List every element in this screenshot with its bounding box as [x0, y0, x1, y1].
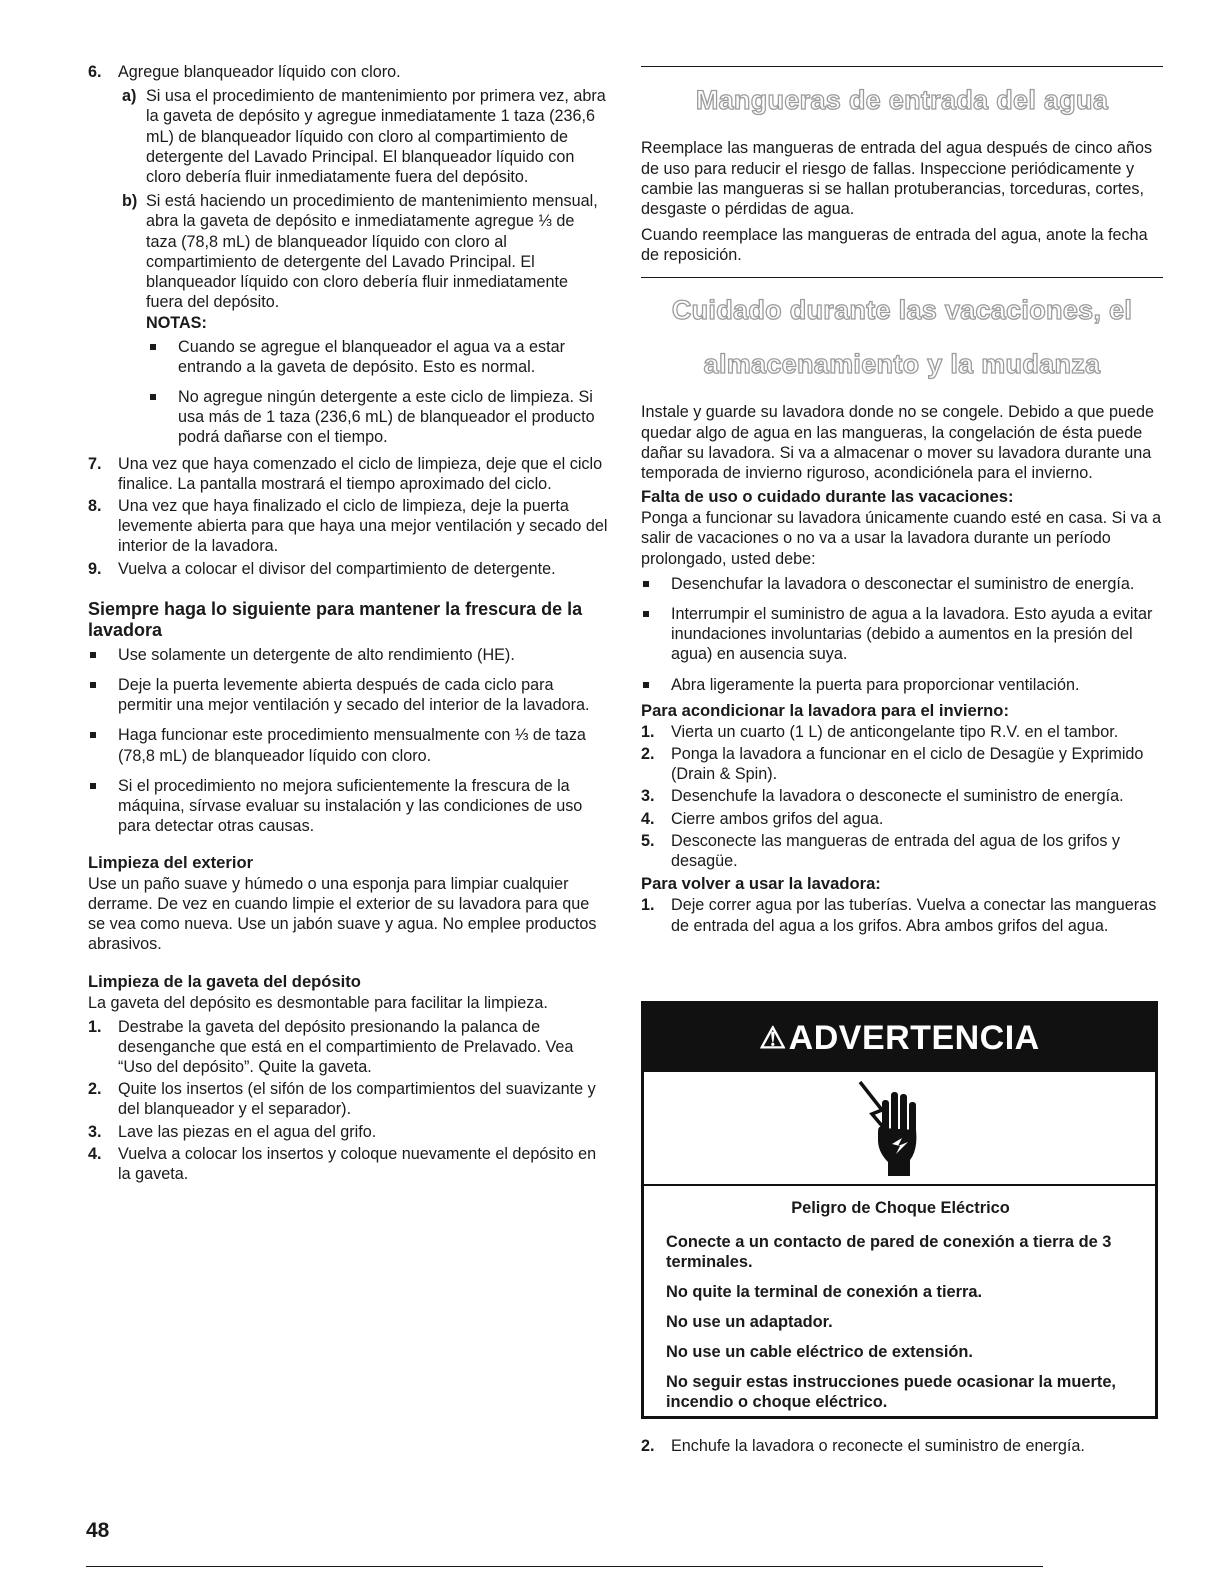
step-number: 4. — [641, 809, 655, 828]
vacation-title-line-1: Cuidado durante las vacaciones, el — [671, 294, 1133, 325]
list-item — [88, 675, 608, 715]
step-text: Enchufe la lavadora o reconecte el suministro de energía. — [671, 1437, 1085, 1455]
bullet-icon — [90, 682, 96, 688]
step-number: 7. — [88, 454, 102, 473]
step-text: Lave las piezas en el agua del grifo. — [118, 1122, 377, 1141]
warning-header — [644, 1004, 1155, 1072]
substep-b — [118, 191, 608, 447]
step-text: Una vez que haya finalizado el ciclo de limpieza, deje la puerta levemente abierta para que haya una mejor ventilación y secado del interior de la lavadora. — [118, 497, 608, 556]
nonuse-text: Ponga a funcionar su lavadora únicamente cuando esté en casa. Si va a salir de vacaciones o no va a usar la lavadora durante un período prolongado, usted debe: — [641, 509, 1162, 568]
bullet-icon — [643, 611, 649, 617]
step-number: 6. — [88, 63, 102, 81]
vacation-title-line-2: almacenamiento y la mudanza — [703, 349, 1101, 380]
fresh-heading: Siempre haga lo siguiente para mantener la frescura de la lavadora — [88, 598, 583, 640]
bullet-text: Cuando se agregue el blanqueador el agua va a estar entrando a la gaveta de depósito. Esto es normal. — [178, 337, 565, 376]
list-item — [641, 675, 1163, 695]
list-item — [88, 645, 608, 665]
bullet-icon — [643, 682, 649, 688]
warning-title: ADVERTENCIA — [788, 1018, 1040, 1057]
bullet-text: Interrumpir el suministro de agua a la lavadora. Esto ayuda a evitar inundaciones involuntarias (debido a aumentos en la presión del agua) en ausencia suya. — [671, 605, 1153, 664]
steps-7-9 — [88, 454, 608, 579]
step-number: 2. — [88, 1080, 102, 1099]
bullet-text: Si el procedimiento no mejora suficientemente la frescura de la máquina, sírvase evaluar su instalación y las condiciones de uso para detectar otras causas. — [118, 776, 583, 836]
warning-line: No use un adaptador. — [666, 1313, 833, 1331]
hoses-title: Mangueras de entrada del agua — [695, 85, 1109, 115]
step-9 — [88, 559, 608, 579]
substep-letter: b) — [122, 192, 138, 211]
step-text: Una vez que haya comenzado el ciclo de limpieza, deje que el ciclo finalice. La pantalla mostrará el tiempo aproximado del ciclo. — [118, 454, 603, 493]
hazard-title: Peligro de Choque Eléctrico — [791, 1199, 1010, 1217]
section-divider — [641, 66, 1163, 67]
step-number: 5. — [641, 831, 655, 850]
winter-steps — [641, 722, 1163, 871]
vacation-paragraph: Instale y guarde su lavadora donde no se congele. Debido a que puede quedar algo de agua en las mangueras, la congelación de ésta puede dañar su lavadora. Si va a almacenar o mover su lavadora durante una temporada de invierno riguroso, acondiciónela para el invierno. — [641, 403, 1154, 483]
winter-step-5 — [641, 831, 1163, 871]
bullet-text: No agregue ningún detergente a este ciclo de limpieza. Si usa más de 1 taza (236,6 mL) de blanqueador el producto podrá dañarse con el tiempo. — [178, 388, 595, 447]
page-number: 48 — [86, 1519, 110, 1542]
list-item — [641, 574, 1163, 594]
list-item — [641, 604, 1163, 665]
winter-step-4 — [641, 809, 1163, 829]
drawer-step-2 — [88, 1079, 608, 1119]
warning-line: No quite la terminal de conexión a tierra. — [666, 1283, 983, 1301]
warning-triangle-icon: ⚠ — [759, 1021, 787, 1055]
step-number: 3. — [88, 1122, 102, 1141]
left-column — [88, 62, 608, 1186]
right-column — [641, 62, 1163, 938]
step-text: Vuelva a colocar los insertos y coloque nuevamente el depósito en la gaveta. — [118, 1144, 597, 1183]
bullet-text: Abra ligeramente la puerta para proporcionar ventilación. — [671, 675, 1080, 694]
substep-text: Si usa el procedimiento de mantenimiento por primera vez, abra la gaveta de depósito y agregue inmediatamente 1 taza (236,6 mL) de blanqueador líquido con cloro al compartimiento de detergente del Lavado Principal. El blanqueador líquido con cloro debería fluir inmediatamente fuera del depósito. — [146, 87, 606, 187]
bullet-icon — [90, 732, 96, 738]
step-number: 1. — [641, 722, 655, 741]
step-text: Quite los insertos (el sifón de los compartimientos del suavizante y del blanqueador y el separador). — [118, 1080, 596, 1119]
drawer-step-1 — [88, 1017, 608, 1078]
after-warning-step — [641, 1436, 1163, 1459]
drawer-heading: Limpieza de la gaveta del depósito — [88, 972, 361, 992]
drawer-intro: La gaveta del depósito es desmontable para facilitar la limpieza. — [88, 994, 548, 1013]
hoses-paragraph-1: Reemplace las mangueras de entrada del agua después de cinco años de uso para reducir el riesgo de fallas. Inspeccione periódicamente y cambie las mangueras si se hallan protuberancias, torceduras, cortes, desgaste o pérdidas de agua. — [641, 139, 1153, 219]
warning-text — [644, 1186, 1155, 1412]
fresh-bullets — [88, 645, 608, 837]
step-text: Destrabe la gaveta del depósito presionando la palanca de desenganche que está en el compartimiento de Prelavado. Vea “Uso del depósito”. Quite la gaveta. — [118, 1017, 574, 1076]
substep-a — [118, 86, 608, 187]
bullet-icon — [150, 344, 156, 350]
step-6 — [88, 62, 608, 448]
substep-text: Si está haciendo un procedimiento de mantenimiento mensual, abra la gaveta de depósito e inmediatamente agregue ⅓ de taza (78,8 mL) de blanqueador líquido con cloro al compartimiento de detergente del Lavado Principal. El blanqueador líquido con cloro debería fluir inmediatamente fuera del depósito. — [146, 192, 598, 312]
step-text: Cierre ambos grifos del agua. — [671, 809, 884, 828]
step-text: Desconecte las mangueras de entrada del agua de los grifos y desagüe. — [671, 831, 1121, 871]
exterior-heading: Limpieza del exterior — [88, 852, 254, 872]
section-divider — [641, 277, 1163, 278]
step-number: 1. — [88, 1017, 102, 1036]
warning-line: No seguir estas instrucciones puede ocasionar la muerte, incendio o choque eléctrico. — [666, 1373, 1116, 1411]
bullet-icon — [90, 652, 96, 658]
list-item — [146, 387, 608, 448]
reuse-step-2 — [641, 1436, 1163, 1456]
step-text: Vuelva a colocar el divisor del compartimiento de detergente. — [118, 559, 556, 578]
list-item — [146, 337, 608, 377]
step-7 — [88, 454, 608, 494]
reuse-steps — [641, 895, 1163, 935]
step-number: 2. — [641, 745, 655, 764]
bullet-text: Use solamente un detergente de alto rendimiento (HE). — [118, 645, 515, 664]
warning-box — [641, 1001, 1158, 1419]
hoses-paragraph-2: Cuando reemplace las mangueras de entrada del agua, anote la fecha de reposición. — [641, 226, 1148, 265]
nonuse-bullets — [641, 574, 1163, 695]
step-number: 2. — [641, 1437, 655, 1455]
step-number: 4. — [88, 1144, 102, 1163]
bullet-icon — [643, 581, 649, 587]
step-number: 8. — [88, 497, 102, 516]
winter-heading: Para acondicionar la lavadora para el invierno: — [641, 700, 1009, 720]
bullet-icon — [150, 394, 156, 400]
step-number: 9. — [88, 559, 102, 578]
step-text: Deje correr agua por las tuberías. Vuelva a conectar las mangueras de entrada del agua a los grifos. Abra ambos grifos del agua. — [671, 896, 1157, 935]
bullet-text: Deje la puerta levemente abierta después de cada ciclo para permitir una mejor ventilación y secado del interior de la lavadora. — [118, 676, 590, 715]
warning-line: No use un cable eléctrico de extensión. — [666, 1343, 973, 1361]
bullet-text: Desenchufar la lavadora o desconectar el suministro de energía. — [671, 574, 1135, 593]
bullet-text: Haga funcionar este procedimiento mensualmente con ⅓ de taza (78,8 mL) de blanqueador líquido con cloro. — [118, 726, 586, 765]
drawer-step-3 — [88, 1122, 608, 1142]
reuse-step-1 — [641, 895, 1163, 935]
warning-line: Conecte a un contacto de pared de conexión a tierra de 3 terminales. — [666, 1233, 1112, 1271]
drawer-step-4 — [88, 1144, 608, 1184]
winter-step-1 — [641, 722, 1163, 742]
step-8 — [88, 496, 608, 557]
drawer-steps — [88, 1017, 608, 1185]
notes-label: NOTAS: — [146, 314, 207, 333]
step-text: Desenchufe la lavadora o desconecte el suministro de energía. — [671, 787, 1124, 806]
nonuse-heading: Falta de uso o cuidado durante las vacaciones: — [641, 487, 1014, 507]
step-number: 3. — [641, 787, 655, 806]
notes-list — [146, 337, 608, 448]
footer-rule — [86, 1566, 1043, 1567]
bullet-icon — [90, 783, 96, 789]
list-item — [88, 725, 608, 765]
reuse-heading: Para volver a usar la lavadora: — [641, 874, 881, 894]
step-text: Vierta un cuarto (1 L) de anticongelante tipo R.V. en el tambor. — [671, 722, 1119, 741]
electric-shock-hand-icon — [644, 1072, 1155, 1184]
step-number: 1. — [641, 896, 655, 915]
winter-step-2 — [641, 744, 1163, 784]
exterior-text: Use un paño suave y húmedo o una esponja para limpiar cualquier derrame. De vez en cuando limpie el exterior de su lavadora para que se vea como nueva. Use un jabón suave y agua. No emplee productos abrasivos. — [88, 874, 597, 954]
substep-letter: a) — [122, 87, 137, 106]
list-item — [88, 776, 608, 837]
winter-step-3 — [641, 786, 1163, 806]
step-text: Ponga la lavadora a funcionar en el ciclo de Desagüe y Exprimido (Drain & Spin). — [671, 745, 1144, 784]
step-text: Agregue blanqueador líquido con cloro. — [118, 63, 401, 81]
